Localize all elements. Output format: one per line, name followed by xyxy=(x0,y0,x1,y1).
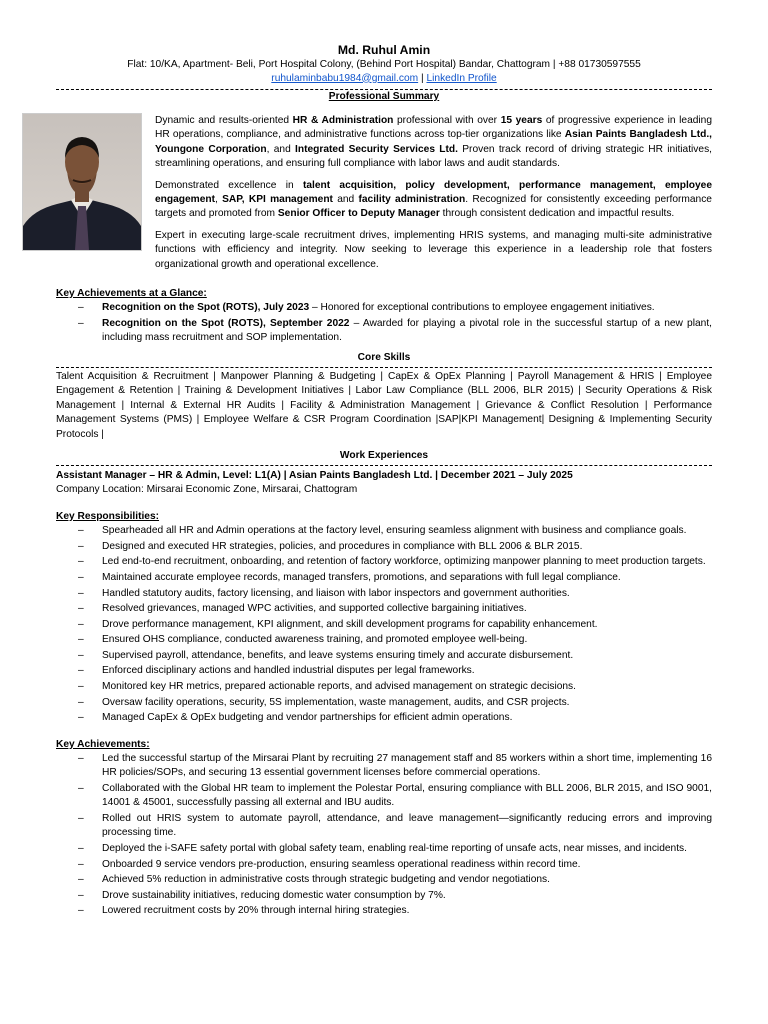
responsibilities-title: Key Responsibilities: xyxy=(56,510,160,522)
contact-links xyxy=(56,72,712,86)
bold-text: HR & Administration xyxy=(292,115,394,126)
key-achievements-list xyxy=(56,752,712,919)
list-item: – Led the successful startup of the Mirsarai Plant by recruiting 27 management staff and 85 workers within a short time, implementing 16 HR policies/SOPs, and securing 13 essential government licenses before commercial operations. xyxy=(56,752,712,781)
list-item: – Spearheaded all HR and Admin operations at the factory level, ensuring seamless alignment with business and compliance goals. xyxy=(56,524,712,538)
bold-text: Integrated Security Services Ltd. xyxy=(295,143,458,155)
list-item: – Achieved 5% reduction in administrative costs through strategic budgeting and vendor negotiations. xyxy=(56,873,712,887)
contact-separator: | xyxy=(420,72,424,84)
bold-text: SAP, KPI management xyxy=(222,194,333,206)
list-item: – Onboarded 9 service vendors pre-production, ensuring seamless operational readiness within record time. xyxy=(56,858,712,872)
job-title: Assistant Manager – HR & Admin, Level: L1(A) | Asian Paints Bangladesh Ltd. | December 2021 – July 2025 xyxy=(56,469,573,481)
summary-paragraph-1 xyxy=(155,114,712,172)
text-segment: Demonstrated excellence in xyxy=(155,179,303,191)
list-item: – Managed CapEx & OpEx budgeting and vendor partnerships for efficient admin operations. xyxy=(56,711,712,725)
list-item: – Monitored key HR metrics, prepared actionable reports, and advised management on strategic decisions. xyxy=(56,680,712,694)
list-item: – Maintained accurate employee records, managed transfers, promotions, and separations with full legal compliance. xyxy=(56,571,712,585)
text-segment: – Awarded for playing a pivotal role in the successful startup of a new plant, including mass recruitment and SOP implementation. xyxy=(102,318,712,344)
bold-text: Recognition on the Spot (ROTS), July 2023 xyxy=(102,302,310,314)
list-item: – Drove performance management, KPI alignment, and skill development programs for capability enhancement. xyxy=(56,618,712,632)
responsibilities-list xyxy=(56,524,712,726)
achievements-glance-list xyxy=(56,301,712,345)
list-item: – Deployed the i-SAFE safety portal with global safety team, enabling real-time reporting of unsafe acts, near misses, and incidents. xyxy=(56,842,712,856)
bold-text: Recognition on the Spot (ROTS), September 2022 xyxy=(102,318,350,330)
list-item: – Handled statutory audits, factory licensing, and liaison with labor inspectors and government authorities. xyxy=(56,587,712,601)
key-achievements-title: Key Achievements: xyxy=(56,738,150,750)
list-item xyxy=(56,301,712,315)
resume-page xyxy=(56,42,712,920)
summary-text xyxy=(155,114,712,279)
section-title-skills: Core Skills xyxy=(357,351,411,363)
achievements-glance-title: Key Achievements at a Glance: xyxy=(56,288,207,300)
summary-paragraph-3 xyxy=(155,229,712,272)
summary-section xyxy=(56,114,712,279)
divider xyxy=(56,465,712,466)
bold-text: facility administration xyxy=(358,194,466,206)
candidate-name: Md. Ruhul Amin xyxy=(337,43,431,57)
profile-photo xyxy=(23,114,141,250)
bold-text: Asian Paints Bangladesh Ltd., Youngone Corporation xyxy=(155,129,712,155)
list-item: – Oversaw facility operations, security, 5S implementation, waste management, audits, and CSR projects. xyxy=(56,696,712,710)
contact-address: Flat: 10/KA, Apartment- Beli, Port Hospital Colony, (Behind Port Hospital) Bandar, Chattogram | +88 01730597555 xyxy=(127,59,641,70)
text-segment: professional with over xyxy=(393,115,501,126)
text-segment: of progressive experience in leading HR operations, compliance, and administrative functions across top-tier organizations like xyxy=(155,115,713,141)
list-item: – Drove sustainability initiatives, reducing domestic water consumption by 7%. xyxy=(56,889,712,903)
bold-text: talent acquisition, policy development, performance management, employee engagement xyxy=(155,179,712,206)
text-segment: and xyxy=(332,194,359,206)
section-title-summary: Professional Summary xyxy=(328,91,440,102)
bold-text: 15 years xyxy=(500,115,543,126)
list-item: – Designed and executed HR strategies, policies, and procedures in compliance with BLL 2006 & BLR 2015. xyxy=(56,540,712,554)
email-link[interactable]: ruhulaminbabu1984@gmail.com xyxy=(271,72,419,84)
text-segment: Expert in executing large-scale recruitment drives, implementing HRIS systems, and managing multi-site administrative functions with efficiency and integrity. Now seeking to leverage this experience in a leadership role that fosters organizational growth and operational excellence. xyxy=(155,229,712,270)
linkedin-link[interactable]: LinkedIn Profile xyxy=(426,72,497,84)
text-segment: through consistent dedication and impactful results. xyxy=(439,208,675,220)
job-location: Company Location: Mirsarai Economic Zone, Mirsarai, Chattogram xyxy=(56,484,358,496)
list-item xyxy=(56,317,712,346)
list-item: – Supervised payroll, attendance, benefits, and leave systems ensuring timely and accurate disbursement. xyxy=(56,649,712,663)
text-segment: . Recognized for consistently exceeding performance targets and promoted from xyxy=(155,194,712,220)
person-icon xyxy=(23,114,141,250)
text-segment: , xyxy=(215,194,223,206)
skills-text: Talent Acquisition & Recruitment | Manpower Planning & Budgeting | CapEx & OpEx Planning | Payroll Management & HRIS | Employee Engagement & Retention | Training & Development Initiatives | Labor Law Compliance (BLL 2006, BLR 2015) | Security Operations & Risk Management | Internal & External HR Audits | Facility & Administration Management | Grievance & Conflict Resolution | Performance Management Systems (PMS) | Employee Welfare & CSR Program Coordination |SAP|KPI Management| Designing & Implementing Security Protocols | xyxy=(56,370,712,440)
list-item: – Collaborated with the Global HR team to implement the Polestar Portal, ensuring compliance with BLL 2006, BLR 2015, and ISO 9001, 14001 & 45001, successfully passing all external and IBU audits. xyxy=(56,782,712,811)
section-title-work: Work Experiences xyxy=(339,449,429,461)
text-segment: , and xyxy=(266,143,296,155)
text-segment: Dynamic and results-oriented xyxy=(155,115,293,126)
summary-paragraph-2 xyxy=(155,179,712,222)
text-segment: Proven track record of driving strategic HR initiatives, streamlining operations, and ensuring full compliance with labor laws and audit standards. xyxy=(155,143,712,170)
list-item: – Enforced disciplinary actions and handled industrial disputes per legal frameworks. xyxy=(56,664,712,678)
text-segment: – Honored for exceptional contributions to employee engagement initiatives. xyxy=(309,302,655,314)
list-item: – Lowered recruitment costs by 20% through internal hiring strategies. xyxy=(56,904,712,918)
bold-text: Senior Officer to Deputy Manager xyxy=(277,208,440,220)
divider xyxy=(56,367,712,368)
list-item: – Ensured OHS compliance, conducted awareness training, and promoted employee well-being. xyxy=(56,633,712,647)
list-item: – Resolved grievances, managed WPC activities, and supported collective bargaining initiatives. xyxy=(56,602,712,616)
list-item: – Rolled out HRIS system to automate payroll, attendance, and leave management—significantly reducing errors and improving processing time. xyxy=(56,812,712,841)
list-item: – Led end-to-end recruitment, onboarding, and retention of factory workforce, optimizing manpower planning to meet production targets. xyxy=(56,555,712,569)
